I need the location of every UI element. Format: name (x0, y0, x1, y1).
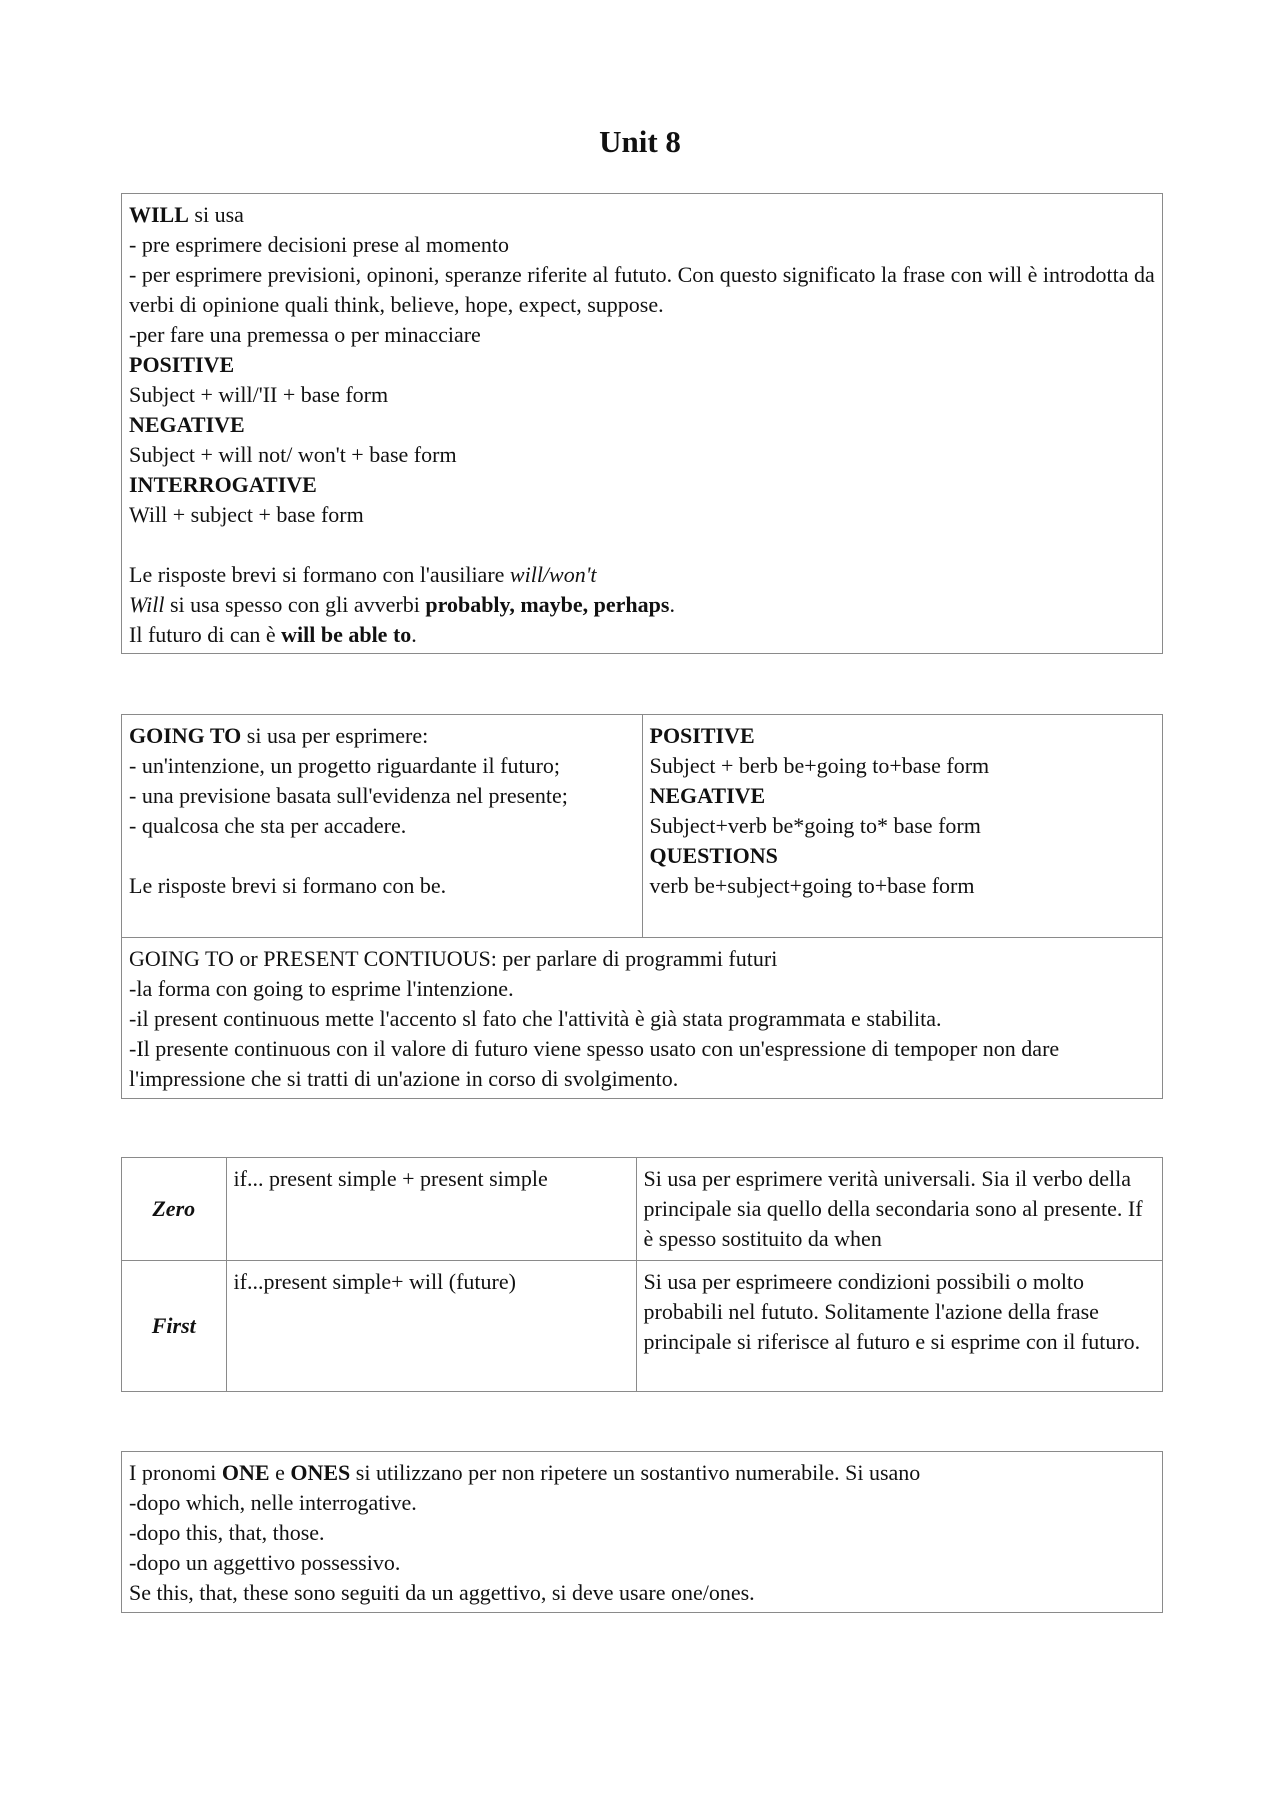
will-adverbs-italic: Will (129, 592, 165, 617)
spacer (129, 530, 1155, 560)
conditional-label: Zero (122, 1158, 226, 1261)
will-intro-bold: WILL (129, 202, 189, 227)
will-can-bold: will be able to (281, 622, 412, 647)
ones-section (121, 1451, 1163, 1613)
will-interrogative-label: INTERROGATIVE (129, 472, 317, 497)
going-vs-present-line-3: -il present continuous mette l'accento sl fato che l'attività è già stata programmata e stabilita. (129, 1006, 942, 1031)
ones-bold-1: ONE (221, 1460, 270, 1485)
going-to-intro-rest: si usa per esprimere: (241, 723, 429, 748)
will-negative-label: NEGATIVE (129, 412, 245, 437)
will-line-2: - per esprimere previsioni, opinoni, speranze riferite al fututo. Con questo significato la frase con will è introdotta da verbi di opinione quali think, believe, hope, expect, suppose. (129, 262, 1155, 317)
going-to-questions-form: verb be+subject+going to+base form (649, 873, 975, 898)
going-to-usage-cell (122, 715, 642, 938)
going-to-short-answers: Le risposte brevi si formano con be. (129, 873, 447, 898)
conditionals-table (122, 1158, 1162, 1391)
will-short-answers-text: Le risposte brevi si formano con l'ausiliare (129, 562, 510, 587)
conditionals-section (121, 1157, 1163, 1392)
going-vs-present-line-4: -Il presente continuous con il valore di futuro viene spesso usato con un'espressione di tempoper non dare l'impressione che si tratti di un'azione in corso di svolgimento. (129, 1036, 1060, 1091)
will-section (121, 193, 1163, 654)
will-interrogative-form: Will + subject + base form (129, 502, 364, 527)
will-negative-form: Subject + will not/ won't + base form (129, 442, 457, 467)
going-vs-present-line-2: -la forma con going to esprime l'intenzione. (129, 976, 514, 1001)
going-to-line-3: - qualcosa che sta per accadere. (129, 813, 407, 838)
going-to-positive-form: Subject + berb be+going to+base form (649, 753, 990, 778)
ones-line-4: Se this, that, these sono seguiti da un aggettivo, si deve usare one/ones. (129, 1580, 755, 1605)
will-adverbs (129, 590, 1155, 620)
going-to-section (121, 714, 1163, 1099)
will-can-end: . (411, 622, 417, 647)
ones-line-1: -dopo which, nelle interrogative. (129, 1490, 417, 1515)
going-to-vs-present-cell (122, 938, 1162, 1101)
going-to-forms-cell (642, 715, 1162, 938)
will-adverbs-bold: probably, maybe, perhaps (425, 592, 670, 617)
ones-line-3: -dopo un aggettivo possessivo. (129, 1550, 401, 1575)
going-to-line-1: - un'intenzione, un progetto riguardante il futuro; (129, 753, 561, 778)
going-vs-present-line-1: GOING TO or PRESENT CONTIUOUS: per parlare di programmi futuri (129, 946, 778, 971)
going-to-intro (129, 721, 635, 751)
conditional-form: if... present simple + present simple (226, 1158, 636, 1261)
ones-text-1: I pronomi (129, 1460, 222, 1485)
going-to-questions-label: QUESTIONS (649, 843, 778, 868)
will-adverbs-end: . (669, 592, 675, 617)
will-intro-rest: si usa (188, 202, 244, 227)
will-intro (129, 200, 1155, 230)
conditional-form: if...present simple+ will (future) (226, 1261, 636, 1392)
going-to-bottom-row (122, 938, 1162, 1101)
will-line-1: - pre esprimere decisioni prese al momento (129, 232, 509, 257)
conditional-description: Si usa per esprimeere condizioni possibili o molto probabili nel fututo. Solitamente l'azione della frase principale si riferisce al futuro e si esprime con il futuro. (636, 1261, 1162, 1392)
going-to-positive-label: POSITIVE (649, 723, 755, 748)
going-to-intro-bold: GOING TO (129, 723, 242, 748)
will-short-answers-italic: will/won't (509, 562, 597, 587)
going-to-top-row (122, 715, 1162, 938)
conditional-description: Si usa per esprimere verità universali. Sia il verbo della principale sia quello della secondaria sono al presente. If è spesso sostituito da when (636, 1158, 1162, 1261)
ones-bold-2: ONES (290, 1460, 351, 1485)
will-positive-form: Subject + will/'II + base form (129, 382, 389, 407)
going-to-negative-label: NEGATIVE (649, 783, 766, 808)
will-can-future (129, 620, 1155, 650)
ones-text-2: e (269, 1460, 291, 1485)
ones-line-2: -dopo this, that, those. (129, 1520, 325, 1545)
conditional-label: First (122, 1261, 226, 1392)
table-row (122, 1158, 1162, 1261)
will-adverbs-text: si usa spesso con gli avverbi (164, 592, 426, 617)
will-line-3: -per fare una premessa o per minacciare (129, 322, 481, 347)
table-row (122, 1261, 1162, 1392)
will-positive-label: POSITIVE (129, 352, 235, 377)
going-to-table (122, 715, 1162, 1100)
will-can-text: Il futuro di can è (129, 622, 282, 647)
ones-intro (129, 1458, 1155, 1488)
ones-text-3: si utilizzano per non ripetere un sostantivo numerabile. Si usano (350, 1460, 921, 1485)
will-short-answers (129, 560, 1155, 590)
spacer (129, 841, 635, 871)
page-title: Unit 8 (599, 124, 681, 159)
going-to-line-2: - una previsione basata sull'evidenza nel presente; (129, 783, 568, 808)
going-to-negative-form: Subject+verb be*going to* base form (649, 813, 981, 838)
